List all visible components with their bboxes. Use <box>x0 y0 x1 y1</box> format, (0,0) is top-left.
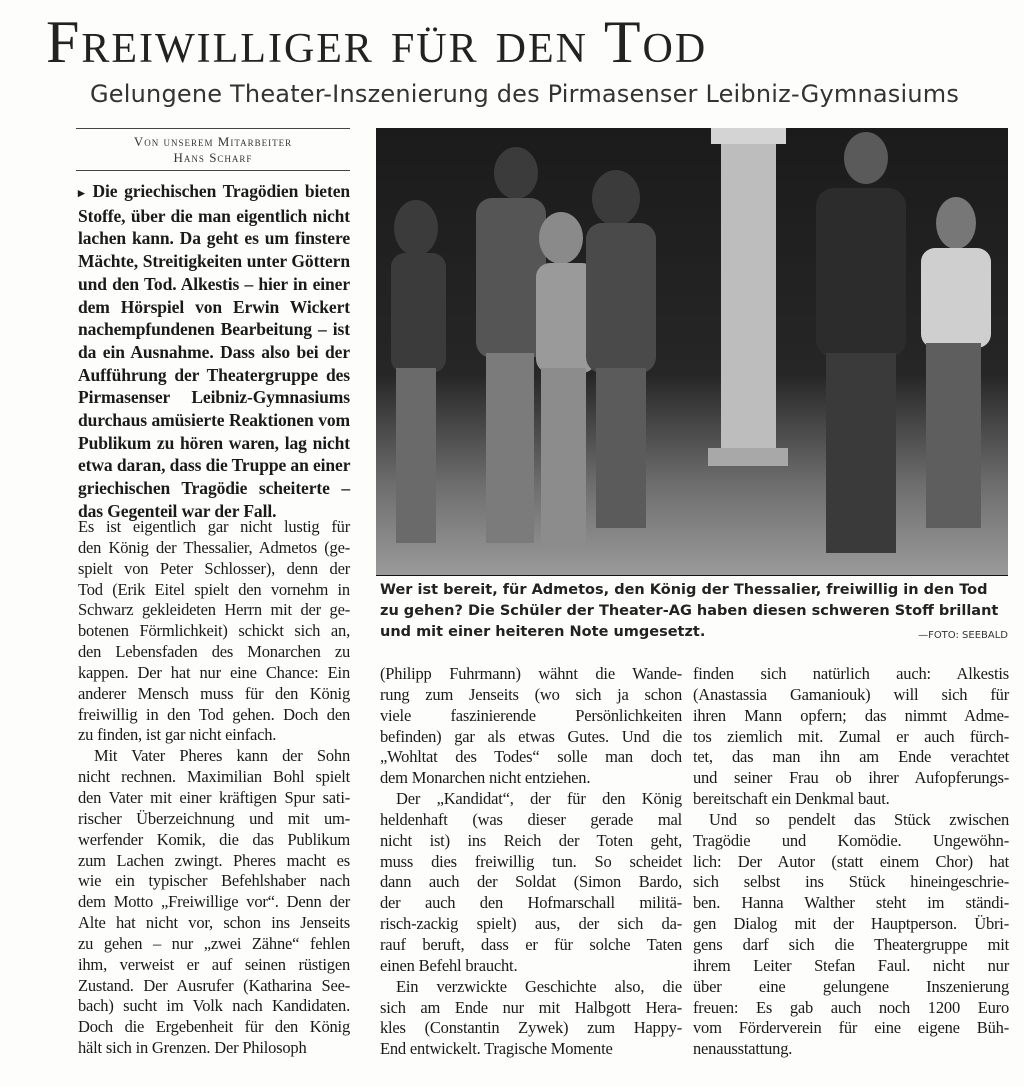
text-line: Alte hat nicht vor, schon ins Jenseits <box>78 913 350 933</box>
text-line: Tod (Erik Eitel spielt den vornehm in <box>78 579 350 599</box>
text-line: über eine gelungene Inszenierung <box>693 976 1009 996</box>
text-line: das Gegenteil war der Fall. <box>78 500 277 521</box>
byline-author: Hans Scharf <box>173 150 253 165</box>
text-line: befinden) gar als etwas Gutes. Und die <box>380 726 682 746</box>
text-line: Publikum zu hören waren, lag nicht <box>78 432 350 453</box>
article-column-1 <box>78 517 350 1059</box>
actors-group <box>391 132 991 553</box>
text-line: durchaus amüsierte Reaktionen vom <box>78 410 350 431</box>
text-line: dem Monarchen nicht entziehen. <box>380 768 591 788</box>
text-line: da ein Ausnahme. Dass also bei der <box>78 341 350 362</box>
text-line: hält sich in Grenzen. Der Philosoph <box>78 1038 307 1058</box>
text-line: Ein verzwickte Geschichte also, die <box>396 976 682 996</box>
lead-paragraph <box>78 180 350 523</box>
text-line: dem Motto „Freiwillige vor“. Denn der <box>78 892 350 912</box>
text-line: risch-zackig spielt) aus, der sich da- <box>380 914 682 934</box>
text-line: spielt von Peter Schlosser), denn der <box>78 558 350 578</box>
text-line: zu finden, ist gar nicht einfach. <box>78 725 277 745</box>
text-line: finden sich natürlich auch: Alkestis <box>693 664 1009 683</box>
text-line: kappen. Der hat nur eine Chance: Ein <box>78 662 350 682</box>
text-line: Zustand. Der Ausrufer (Katharina See- <box>78 975 350 995</box>
text-line: muss dies freiwillig tun. So scheidet <box>380 851 682 871</box>
caption-line: und mit einer heiteren Note umgesetzt. <box>380 624 706 640</box>
text-line: anderer Mensch muss für den König <box>78 683 350 703</box>
text-line: vom Förderverein für eine eigene Büh- <box>693 1018 1009 1038</box>
subheadline: Gelungene Theater-Inszenierung des Pirmasenser Leibniz-Gymnasiums <box>90 80 960 108</box>
text-line: Pirmasenser Leibniz-Gymnasiums <box>78 387 350 408</box>
text-line: und den Tod. Alkestis – hier in einer <box>78 273 350 294</box>
text-line: bereitschaft ein Denkmal baut. <box>693 789 890 809</box>
text-line: gens darf sich die Theatergruppe mit <box>693 934 1009 954</box>
text-line: ihren Mann opfern; das nimmt Adme- <box>693 705 1009 725</box>
text-line: nicht ist) ins Reich der Toten geht, <box>380 830 682 850</box>
text-line: sich am Ende nur mit Halbgott Hera- <box>380 997 682 1017</box>
headline: Freiwilliger für den Tod <box>46 9 708 75</box>
text-line: wie ein typischer Befehlshaber nach <box>78 871 350 891</box>
paragraph <box>380 789 682 977</box>
text-line: Aufführung der Theatergruppe des <box>78 364 350 385</box>
text-line: End entwickelt. Tragische Momente <box>380 1039 613 1059</box>
text-line: Der „Kandidat“, der für den König <box>396 789 682 809</box>
text-line: gen Dialog mit der Hauptperson. Übri- <box>693 914 1009 934</box>
text-line: werfender Komik, die das Publikum <box>78 829 350 849</box>
text-line: nicht rechnen. Maximilian Bohl spielt <box>78 767 350 787</box>
text-line: viele faszinierende Persönlichkeiten <box>380 705 682 725</box>
text-line: zu gehen – nur „zwei Zähne“ fehlen <box>78 933 350 953</box>
text-line: dem Hörspiel von Erwin Wickert <box>78 296 350 317</box>
text-line: lachen kann. Da geht es um finstere <box>78 228 350 249</box>
text-line: einen Befehl braucht. <box>380 955 518 975</box>
lead-first-line <box>78 180 350 205</box>
text-line: etwa daran, dass die Truppe an einer <box>78 455 351 476</box>
text-line: den König der Thessalier, Admetos (ge- <box>78 537 350 557</box>
byline <box>76 128 350 171</box>
text-line: rischer Überzeichnung und mit um- <box>78 808 350 828</box>
text-line: Die griechischen Tragödien bieten <box>92 181 350 201</box>
text-line: Stoffe, über die man eigentlich nicht <box>78 205 350 226</box>
article-column-2 <box>380 664 682 1060</box>
stage-scene-illustration <box>376 128 1008 575</box>
article-column-3 <box>693 664 1009 1060</box>
text-line: der auch den Hofmarschall militä- <box>380 893 682 913</box>
bullet-marker-icon: ▸ <box>78 185 85 200</box>
text-line: sich selbst ins Stück hineingeschrie- <box>693 872 1009 892</box>
text-line: nachempfundenen Bearbeitung – ist <box>78 319 350 340</box>
text-line: freiwillig in den Tod gehen. Doch den <box>78 704 350 724</box>
text-line: den Lebensfaden des Monarchen zu <box>78 642 350 662</box>
caption-line: Wer ist bereit, für Admetos, den König der Thessalier, freiwillig in den Tod <box>380 582 988 598</box>
text-line: Es ist eigentlich gar nicht lustig für <box>78 517 350 536</box>
caption-line: zu gehen? Die Schüler der Theater-AG haben diesen schweren Stoff brillant <box>380 603 999 619</box>
text-line: (Anastassia Gamaniouk) will sich für <box>693 684 1009 704</box>
text-line: und seiner Frau ob ihrer Aufopferungs- <box>693 768 1009 788</box>
text-line: lich: Der Autor (statt einem Chor) hat <box>693 851 1009 871</box>
text-line: Tragödie und Komödie. Ungewöhn- <box>693 830 1009 850</box>
paragraph <box>380 977 682 1060</box>
photo-credit: —FOTO: SEEBALD <box>918 630 1008 641</box>
paragraph <box>693 810 1009 1060</box>
paragraph <box>78 746 350 1059</box>
text-line: tet, das man ihn am Ende verachtet <box>693 747 1009 767</box>
text-line: (Philipp Fuhrmann) wähnt die Wande- <box>380 664 682 683</box>
text-line: „Wohltat des Todes“ solle man doch <box>380 747 682 767</box>
text-line: bach) sucht im Volk nach Kandidaten. <box>78 996 350 1016</box>
text-line: Schwarz gekleideten Herrn mit der ge- <box>78 600 350 620</box>
paragraph <box>693 664 1009 810</box>
paragraph <box>78 517 350 746</box>
text-line: rauf beruft, dass er für solche Taten <box>380 934 682 954</box>
text-line: freuen: Es gab auch noch 1200 Euro <box>693 997 1009 1017</box>
text-line: Und so pendelt das Stück zwischen <box>709 809 1009 829</box>
stage-column <box>721 133 776 463</box>
text-line: botenen Förmlichkeit) schickt sich an, <box>78 621 350 641</box>
text-line: zum Lachen zwingt. Pheres macht es <box>78 850 350 870</box>
text-line: ihm, verweist er auf seinen rüstigen <box>78 954 350 974</box>
text-line: Doch die Ergebenheit für den König <box>78 1017 350 1037</box>
text-line: kles (Constantin Zywek) zum Happy- <box>380 1018 682 1038</box>
theater-photo <box>376 128 1008 576</box>
text-line: rung zum Jenseits (wo sich ja schon <box>380 684 682 704</box>
text-line: ben. Hanna Walther steht im ständi- <box>693 893 1009 913</box>
text-line: nenausstattung. <box>693 1039 793 1059</box>
text-line: ihrem Leiter Stefan Faul. nicht nur <box>693 955 1009 975</box>
text-line: Mächte, Streitigkeiten unter Göttern <box>78 251 350 272</box>
text-line: dann auch der Soldat (Simon Bardo, <box>380 872 682 892</box>
text-line: heldenhaft (was dieser gerade mal <box>380 809 682 829</box>
text-line: griechischen Tragödie scheiterte – <box>78 478 350 499</box>
photo-caption <box>380 580 1008 643</box>
text-line: Mit Vater Pheres kann der Sohn <box>94 746 350 766</box>
text-line: tos ziemlich mit. Zumal er auch fürch- <box>693 726 1009 746</box>
paragraph <box>380 664 682 789</box>
text-line: den Vater mit einer kräftigen Spur sati- <box>78 787 350 807</box>
byline-role: Von unserem Mitarbeiter <box>133 134 293 149</box>
